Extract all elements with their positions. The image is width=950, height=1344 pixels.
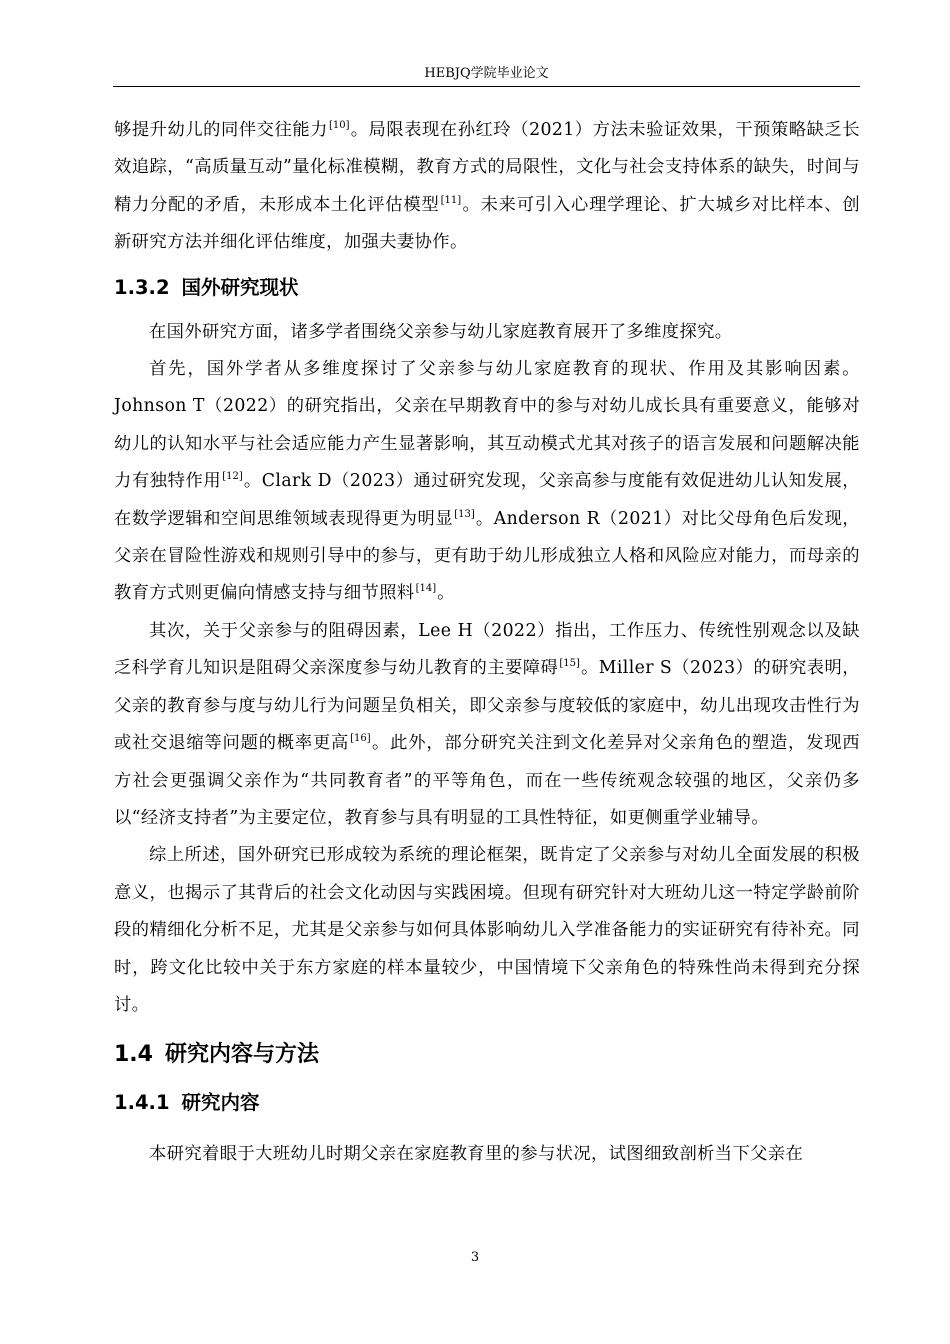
paragraph: 综上所述，国外研究已形成较为系统的理论框架，既肯定了父亲参与对幼儿全面发展的积极意义，也揭示了其背后的社会文化动因与实践困境。但现有研究针对大班幼儿这一特定学龄前阶段的精细化分析不足，尤其是父亲参与如何具体影响幼儿入学准备能力的实证研究有待补充。同时，跨文化比较中关于东方家庭的样本量较少，中国情境下父亲角色的特殊性尚未得到充分探讨。 xyxy=(114,845,860,1015)
citation: [16] xyxy=(350,733,371,745)
page-body xyxy=(114,112,860,1174)
paragraph: 本研究着眼于大班幼儿时期父亲在家庭教育里的参与状况，试图细致剖析当下父亲在 xyxy=(149,1144,804,1165)
section-heading: 1.3.2 国外研究现状 xyxy=(114,275,299,299)
running-header: HEBJQ学院毕业论文 xyxy=(424,66,549,81)
citation: [10] xyxy=(329,120,350,131)
header-rule xyxy=(113,86,860,87)
citation: [13] xyxy=(454,508,475,520)
citation: [12] xyxy=(222,471,243,483)
citation: [14] xyxy=(415,583,437,595)
paragraph: 在国外研究方面，诸多学者围绕父亲参与幼儿家庭教育展开了多维度探究。 xyxy=(149,321,733,342)
paragraph: 够提升幼儿的同伴交往能力[10]。局限表现在孙红玲（2021）方法未验证效果，干预策略缺乏长效追踪，“高质量互动”量化标准模糊，教育方式的局限性，文化与社会支持体系的缺失，时间与精力分配的矛盾，未形成本土化评估模型[11]。未来可引入心理学理论、扩大城乡对比样本、创新研究方法并细化评估维度，加强夫妻协作。 xyxy=(114,120,860,253)
citation: [11] xyxy=(440,194,462,206)
citation: [15] xyxy=(559,658,580,670)
paragraph: 首先，国外学者从多维度探讨了父亲参与幼儿家庭教育的现状、作用及其影响因素。Johnson T（2022）的研究指出，父亲在早期教育中的参与对幼儿成长具有重要意义，能够对幼儿的认知水平与社会适应能力产生显著影响，其互动模式尤其对孩子的语言发展和问题解决能力有独特作用[12]。Clark D（2023）通过研究发现，父亲高参与度能有效促进幼儿认知发展，在数学逻辑和空间思维领域表现得更为明显[13]。Anderson R（2021）对比父母角色后发现，父亲在冒险性游戏和规则引导中的参与，更有助于幼儿形成独立人格和风险应对能力，而母亲的教育方式则更偏向情感支持与细节照料[14]。 xyxy=(114,359,860,604)
chapter-heading: 1.4 研究内容与方法 xyxy=(114,1042,319,1068)
section-heading: 1.4.1 研究内容 xyxy=(114,1091,260,1115)
paragraph: 其次，关于父亲参与的阻碍因素，Lee H（2022）指出，工作压力、传统性别观念以及缺乏科学育儿知识是阻碍父亲深度参与幼儿教育的主要障碍[15]。Miller S（2023）的研究表明，父亲的教育参与度与幼儿行为问题呈负相关，即父亲参与度较低的家庭中，幼儿出现攻击性行为或社交退缩等问题的概率更高[16]。此外，部分研究关注到文化差异对父亲角色的塑造，发现西方社会更强调父亲作为“共同教育者”的平等角色，而在一些传统观念较强的地区，父亲仍多以“经济支持者”为主要定位，教育参与具有明显的工具性特征，如更侧重学业辅导。 xyxy=(114,620,860,828)
page-number: 3 xyxy=(470,1250,480,1265)
